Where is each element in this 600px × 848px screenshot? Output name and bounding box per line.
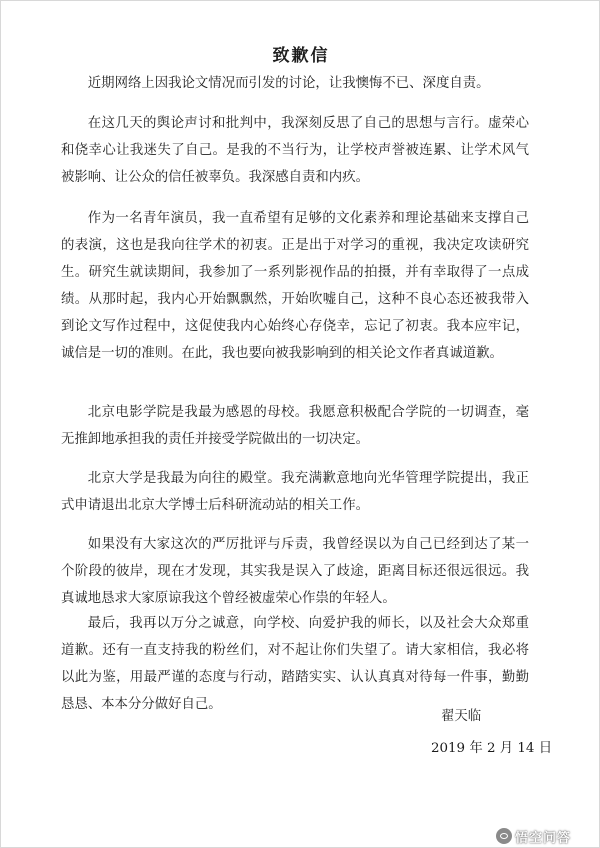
watermark — [496, 826, 596, 846]
watermark-text: 悟空问答 — [515, 830, 572, 846]
signature: 翟天临 — [441, 709, 482, 724]
paragraph-1: 近期网络上因我论文情况而引发的讨论，让我懊悔不已、深度自责。 — [87, 76, 490, 91]
paragraph-5: 北京大学是我最为向往的殿堂。我充满歉意地向光华管理学院提出，我正式申请退出北京大学博士后科研流动站的相关工作。 — [61, 471, 529, 513]
paragraph-2: 在这几天的舆论声讨和批判中，我深刻反思了自己的思想与言行。虚荣心和侥幸心让我迷失了自己。是我的不当行为，让学校声誉被连累、让学术风气被影响、让公众的信任被辜负。我深感自责和内疚。 — [61, 116, 529, 185]
paragraph-6: 如果没有大家这次的严厉批评与斥责，我曾经误以为自己已经到达了某一个阶段的彼岸，现在才发现，其实我是误入了歧途，距离目标还很远很远。我真诚地恳求大家原谅我这个曾经被虚荣心作祟的年轻人。 — [61, 537, 529, 606]
letter-date: 2019 年 2 月 14 日 — [431, 741, 553, 756]
letter-title: 致歉信 — [272, 46, 330, 66]
paragraph-3: 作为一名青年演员，我一直希望有足够的文化素养和理论基础来支撑自己的表演，这也是我向往学术的初衷。正是出于对学习的重视，我决定攻读研究生。研究生就读期间，我参加了一系列影视作品的拍摄，并有幸取得了一点成绩。从那时起，我内心开始飘飘然，开始吹嘘自己，这种不良心态还被我带入到论文写作过程中，这促使我内心始终心存侥幸，忘记了初衷。我本应牢记，诚信是一切的准则。在此，我也要向被我影响到的相关论文作者真诚道歉。 — [61, 211, 529, 361]
paragraph-4: 北京电影学院是我最为感恩的母校。我愿意积极配合学院的一切调查，毫无推卸地承担我的责任并接受学院做出的一切决定。 — [61, 405, 529, 447]
wukong-logo-icon — [496, 828, 512, 844]
paragraph-7: 最后，我再以万分之诚意，向学校、向爱护我的师长，以及社会大众郑重道歉。还有一直支持我的粉丝们，对不起让你们失望了。请大家相信，我必将以此为鉴，用最严谨的态度与行动，踏踏实实、认认真真对待每一件事，勤勤恳恳、本本分分做好自己。 — [61, 616, 529, 712]
